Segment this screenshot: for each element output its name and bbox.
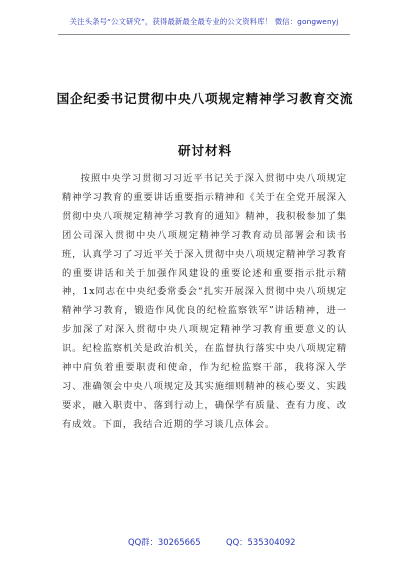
footer-qq-contact: QQ：535304092 bbox=[226, 537, 296, 547]
document-title: 国企纪委书记贯彻中央八项规定精神学习教育交流研讨材料 bbox=[56, 91, 354, 158]
header-divider bbox=[58, 34, 350, 35]
footer-qq-group: QQ群：30265665 bbox=[128, 537, 201, 547]
page-header-notice: 关注头条号“公文研究”，获得最新最全最专业的公文资料库！ 微信：gongwenyj bbox=[69, 17, 339, 26]
page-footer bbox=[0, 536, 408, 548]
body-paragraph: 按照中央学习贯彻习习近平书记关于深入贯彻中央八项规定精神学习教育的重要讲话重要指示精神和《关于在全党开展深入贯彻中央八项规定精神学习教育的通知》精神，我积极参加了集团公司深入贯彻中央八项规定精神学习教育动员部署会和读书班，认真学习了习近平关于深入贯彻中央八项规定精神学习教育的重要讲话和关于加强作风建设的重要论述和重要指示批示精神，1x同志在中央纪委常委会“扎实开展深入贯彻中央八项规定精神学习教育，锻造作风优良的纪检监察铁军”讲话精神，进一步加深了对深入贯彻中央八项规定精神学习教育重要意义的认识。纪检监察机关是政治机关，在监督执行落实中央八项规定精神中肩负着重要职责和使命，作为纪检监察干部，我将深入学习、准确领会中央八项规定及其实施细则精神的核心要义、实践要求，融入职责中、落到行动上，确保学有质量、查有力度、改有成效。下面，我结合近期的学习谈几点体会。 bbox=[62, 173, 347, 430]
